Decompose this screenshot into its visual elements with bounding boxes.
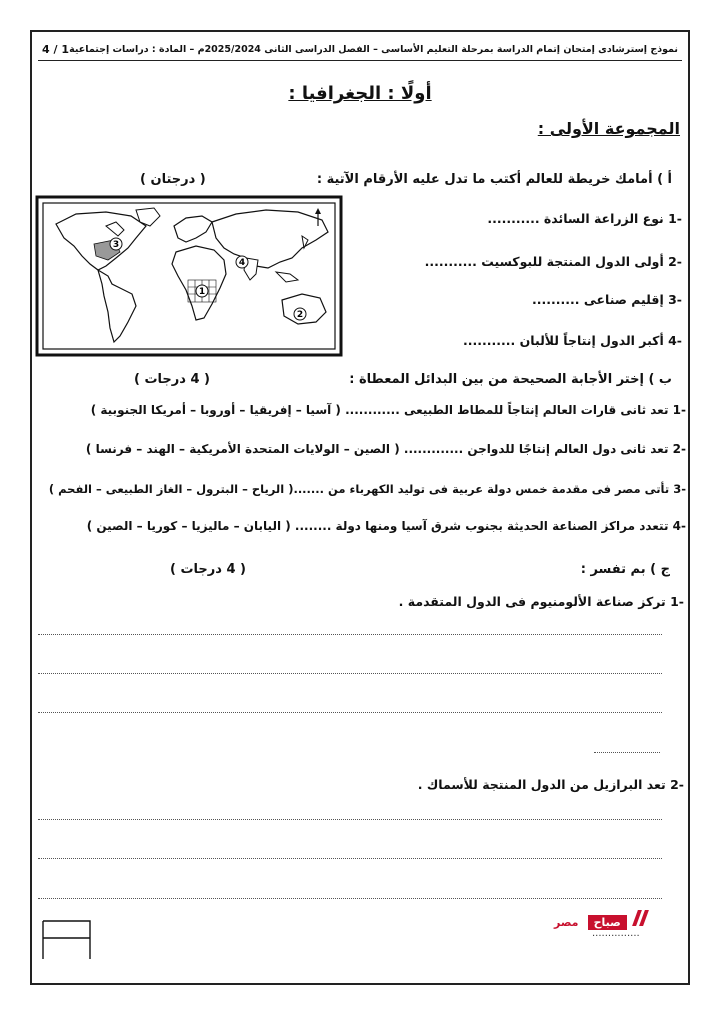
item-text: أكبر الدول إنتاجاً للألبان ...........: [463, 333, 664, 348]
item-text: إقليم صناعى ..........: [532, 292, 664, 307]
question-c-item-1: [399, 594, 684, 609]
publisher-logo: [554, 910, 646, 930]
item-number: -4: [668, 333, 682, 348]
question-a-item-1: [487, 211, 682, 226]
question-a-item-4: [463, 333, 682, 348]
answer-line[interactable]: [38, 673, 662, 674]
map-marker-4-label: 4: [238, 258, 246, 268]
question-a-title: أ ) أمامك خريطة للعالم أكتب ما تدل عليه الأرقام الآتية :: [316, 172, 672, 187]
section-title: أولًا : الجغرافيا :: [288, 83, 432, 104]
header-divider: [38, 60, 682, 61]
item-text: أولى الدول المنتجة للبوكسيت ...........: [424, 254, 664, 269]
question-a-item-3: [532, 292, 682, 307]
answer-line[interactable]: [38, 858, 662, 859]
item-number: -3: [668, 292, 682, 307]
item-text: نوع الزراعة السائدة ...........: [487, 211, 664, 226]
group-title: المجموعة الأولى :: [537, 119, 680, 138]
question-a-marks: ( درجتان ): [140, 172, 206, 187]
answer-line[interactable]: [38, 819, 662, 820]
page-number: 4 / 1: [42, 43, 69, 56]
logo-text: مصر: [554, 916, 579, 929]
map-marker-3-label: 3: [112, 240, 120, 250]
question-b-title: ب ) إختر الأجابة الصحيحة من بين البدائل المعطاة :: [349, 372, 672, 387]
item-number: -1: [668, 211, 682, 226]
item-text: تأتى مصر فى مقدمة خمس دولة عربية فى توليد الكهرباء من .......( الرياح – البترول – الغاز الطبيعى – الفحم ): [48, 482, 670, 496]
question-a-item-2: [425, 254, 682, 269]
item-number: -4: [672, 519, 686, 533]
item-text: تتعدد مراكز الصناعة الحديثة بجنوب شرق آسيا ومنها دولة ........ ( اليابان – ماليزيا – كوريا – الصين ): [86, 519, 669, 533]
score-box: [42, 920, 92, 960]
question-b-item-2: [86, 442, 686, 456]
question-b-marks: ( 4 درجات ): [134, 372, 210, 387]
question-b-item-4: [87, 519, 686, 533]
footer-dots: ...............: [592, 928, 640, 939]
item-number: -2: [672, 442, 686, 456]
item-number: -1: [670, 594, 684, 609]
answer-line[interactable]: [38, 712, 662, 713]
item-number: -2: [668, 254, 682, 269]
answer-line[interactable]: [594, 752, 660, 753]
logo-box: صباح: [588, 915, 627, 930]
item-text: تعد البرازيل من الدول المنتجة للأسماك .: [417, 777, 666, 792]
question-c-title: ج ) بم تفسر :: [580, 562, 670, 577]
answer-line[interactable]: [38, 634, 662, 635]
map-marker-1-label: 1: [198, 287, 206, 297]
question-b-item-3: [49, 482, 686, 496]
item-number: -2: [670, 777, 684, 792]
item-text: تعد ثانى دول العالم إنتاجًا للدواجن ............. ( الصين – الولايات المتحدة الأمريكية – الهند – فرنسا ): [85, 442, 669, 456]
question-c-item-2: [418, 777, 684, 792]
map-marker-2-label: 2: [296, 310, 304, 320]
answer-line[interactable]: [38, 898, 662, 899]
world-map: [36, 196, 342, 356]
header-text: نموذج إسترشادى إمتحان إتمام الدراسة بمرحلة التعليم الأساسى – الفصل الدراسى الثانى 2025/2024م – المادة : دراسات إجتماعية: [69, 44, 678, 55]
question-c-marks: ( 4 درجات ): [170, 562, 246, 577]
item-number: -1: [672, 403, 686, 417]
item-text: تركز صناعة الألومنيوم فى الدول المتقدمة .: [398, 594, 666, 609]
question-b-item-1: [91, 403, 686, 417]
item-number: -3: [673, 482, 686, 496]
item-text: تعد ثانى قارات العالم إنتاجاً للمطاط الطبيعى ............ ( آسيا – إفريقيا – أوروبا – أمريكا الجنوبية ): [90, 403, 669, 417]
